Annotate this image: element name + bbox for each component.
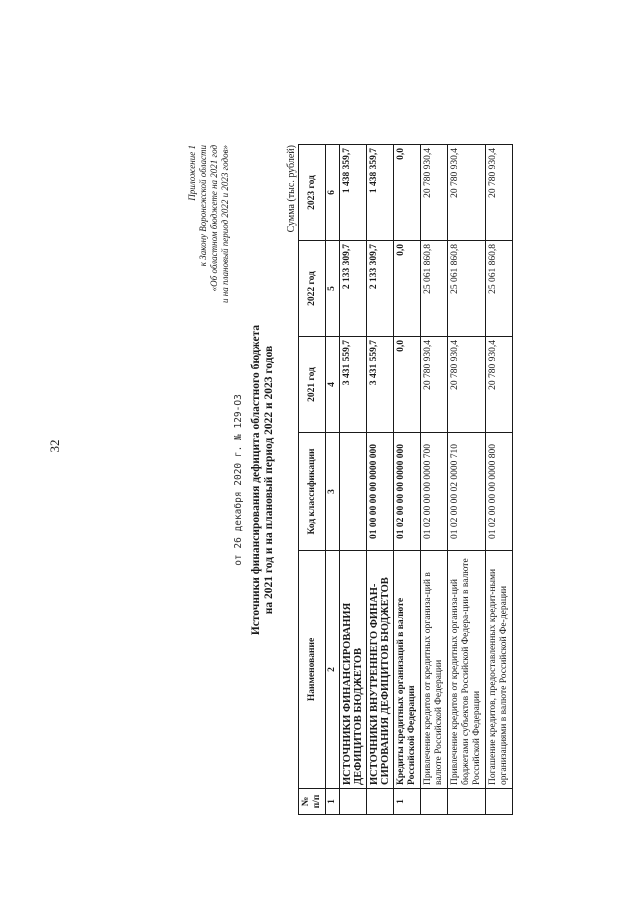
annex-line-3: «Об областном бюджете на 2021 год	[209, 145, 219, 292]
row-code: 01 02 00 00 02 0000 710	[448, 433, 486, 551]
row-2021: 3 431 559,7	[367, 337, 394, 433]
rotated-document-content	[187, 145, 513, 815]
row-code: 01 00 00 00 00 0000 000	[367, 433, 394, 551]
financing-sources-table	[298, 144, 513, 815]
annex-line-2: к Закону Воронежской области	[198, 145, 208, 267]
page-number: 32	[47, 439, 62, 453]
header-2022: 2022 год	[299, 241, 326, 337]
header-name: Наименование	[299, 551, 326, 789]
table-row	[340, 145, 367, 815]
row-2023: 0,0	[394, 145, 421, 241]
row-2023: 20 780 930,4	[486, 145, 513, 241]
row-num	[340, 789, 367, 815]
row-name: Привлечение кредитов от кредитных организа-ций бюджетами субъектов Российской Федера-ции в валюте Российской Федерации	[448, 551, 486, 789]
row-2022: 2 133 309,7	[367, 241, 394, 337]
row-num	[421, 789, 448, 815]
row-name: ИСТОЧНИКИ ВНУТРЕННЕГО ФИНАН-СИРОВАНИЯ ДЕФИЦИТОВ БЮДЖЕТОВ	[367, 551, 394, 789]
row-2023: 1 438 359,7	[367, 145, 394, 241]
table-row	[394, 145, 421, 815]
row-code: 01 02 00 00 00 0000 800	[486, 433, 513, 551]
annex-line-1: Приложение 1	[187, 145, 197, 201]
column-number: 2	[326, 551, 340, 789]
row-2023: 1 438 359,7	[340, 145, 367, 241]
header-2021: 2021 год	[299, 337, 326, 433]
row-name: Погашение кредитов, предоставленных кредит-ными организациями в валюте Российской Фе-дерации	[486, 551, 513, 789]
row-name: Привлечение кредитов от кредитных организа-ций в валюте Российской Федерации	[421, 551, 448, 789]
row-num	[367, 789, 394, 815]
annex-header	[187, 145, 231, 815]
row-2021: 20 780 930,4	[486, 337, 513, 433]
header-num: № п/п	[299, 789, 326, 815]
row-2023: 20 780 930,4	[421, 145, 448, 241]
row-code: 01 02 00 00 00 0000 700	[421, 433, 448, 551]
annex-line-4: и на плановый период 2022 и 2023 годов»	[220, 145, 230, 303]
table-row	[421, 145, 448, 815]
row-2021: 20 780 930,4	[448, 337, 486, 433]
row-2022: 2 133 309,7	[340, 241, 367, 337]
row-num	[486, 789, 513, 815]
table-header-row	[299, 145, 326, 815]
decree-stamp: от 26 декабря 2020 г. № 129-ОЗ	[233, 394, 244, 566]
row-name: Кредиты кредитных организаций в валюте Российской Федерации	[394, 551, 421, 789]
column-number: 6	[326, 145, 340, 241]
column-number: 1	[326, 789, 340, 815]
row-2021: 3 431 559,7	[340, 337, 367, 433]
column-number-row	[326, 145, 340, 815]
table-row	[448, 145, 486, 815]
row-2022: 0,0	[394, 241, 421, 337]
header-2023: 2023 год	[299, 145, 326, 241]
row-2021: 20 780 930,4	[421, 337, 448, 433]
table-row	[367, 145, 394, 815]
row-2022: 25 061 860,8	[421, 241, 448, 337]
unit-label: Сумма (тыс. рублей)	[286, 145, 297, 233]
column-number: 5	[326, 241, 340, 337]
row-2023: 20 780 930,4	[448, 145, 486, 241]
table-row	[486, 145, 513, 815]
header-code: Код классификации	[299, 433, 326, 551]
row-2021: 0,0	[394, 337, 421, 433]
row-2022: 25 061 860,8	[448, 241, 486, 337]
row-2022: 25 061 860,8	[486, 241, 513, 337]
row-code: 01 02 00 00 00 0000 000	[394, 433, 421, 551]
title-line-2: на 2021 год и на плановый период 2022 и 2023 годов	[263, 345, 275, 615]
row-num	[448, 789, 486, 815]
column-number: 3	[326, 433, 340, 551]
column-number: 4	[326, 337, 340, 433]
title-line-1: Источники финансирования дефицита областного бюджета	[250, 324, 262, 636]
row-num: 1	[394, 789, 421, 815]
row-code	[340, 433, 367, 551]
row-name: ИСТОЧНИКИ ФИНАНСИРОВАНИЯ ДЕФИЦИТОВ БЮДЖЕТОВ	[340, 551, 367, 789]
document-title	[250, 145, 276, 815]
